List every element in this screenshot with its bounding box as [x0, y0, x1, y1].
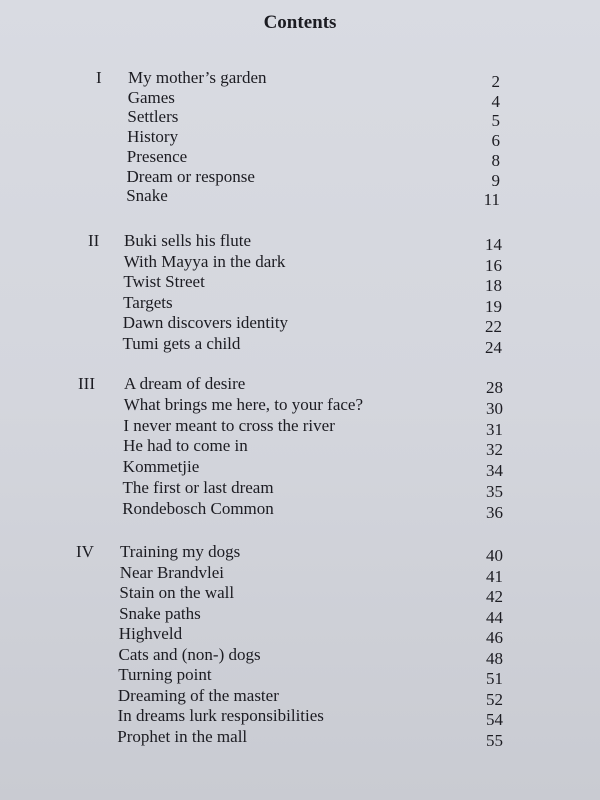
toc-entry-page: 44: [486, 607, 503, 627]
toc-entry-page: 52: [486, 689, 503, 709]
toc-entry-page: 54: [486, 710, 503, 729]
toc-entry-title: Turning point: [118, 665, 212, 684]
toc-entry-page: 30: [486, 398, 503, 418]
toc-entry-page: 28: [486, 378, 503, 397]
toc-entry-title: Cats and (non-) dogs: [118, 644, 261, 664]
toc-entry-page: 8: [491, 150, 500, 170]
toc-entry-page: 51: [486, 669, 503, 688]
toc-entry-page: 41: [486, 566, 503, 586]
toc-entry-page: 6: [491, 131, 500, 151]
page-title: Contents: [263, 12, 337, 33]
toc-entry-page: 35: [486, 482, 503, 501]
toc-entry-title: Near Brandvlei: [119, 562, 225, 582]
toc-entry-page: 55: [486, 730, 503, 750]
toc-entry-title: He had to come in: [123, 436, 248, 456]
toc-entry-title: What brings me here, to your face?: [123, 394, 363, 414]
toc-entry-title: Kommetjie: [122, 457, 200, 477]
toc-entry-page: 48: [486, 648, 503, 668]
toc-entry-title: Games: [127, 87, 175, 107]
toc-entry-title: Stain on the wall: [119, 583, 235, 602]
section-numeral: II: [88, 231, 100, 250]
toc-entry-page: 4: [491, 91, 500, 111]
toc-entry-title: Dawn discovers identity: [122, 313, 289, 333]
toc-entry-page: 11: [483, 190, 500, 210]
toc-entry-page: 2: [491, 72, 500, 91]
toc-entry-page: 31: [486, 419, 503, 439]
toc-entry-title: Snake: [126, 186, 168, 206]
toc-entry-title: Rondebosch Common: [122, 498, 274, 518]
toc-entry-title: Training my dogs: [120, 542, 241, 561]
toc-entry-page: 16: [485, 255, 502, 275]
toc-entry-title: In dreams lurk responsibilities: [117, 706, 324, 725]
toc-entry-title: Twist Street: [123, 272, 205, 292]
toc-entry-title: Buki sells his flute: [124, 231, 252, 250]
toc-entry-title: With Mayya in the dark: [123, 251, 286, 271]
toc-entry-title: Targets: [123, 292, 173, 312]
toc-entry-title: Dream or response: [126, 166, 255, 186]
toc-entry-title: Dreaming of the master: [117, 685, 279, 705]
toc-entry-page: 42: [486, 587, 503, 606]
toc-entry-title: History: [127, 127, 179, 147]
toc-entry-page: 24: [485, 338, 502, 357]
toc-entry-title: Tumi gets a child: [122, 334, 241, 353]
toc-entry-title: I never meant to cross the river: [123, 415, 335, 435]
toc-entry-page: 9: [491, 170, 500, 190]
toc-entry-title: My mother’s garden: [128, 68, 267, 87]
section-numeral: III: [78, 374, 95, 393]
toc-entry-page: 32: [486, 440, 503, 460]
toc-entry-page: 5: [491, 111, 500, 131]
toc-entry-page: 40: [486, 546, 503, 565]
toc-entry-page: 46: [486, 628, 503, 647]
toc-entry-title: Presence: [126, 146, 188, 166]
toc-entry-page: 14: [485, 235, 502, 254]
toc-entry-page: 19: [485, 296, 502, 316]
toc-entry-title: A dream of desire: [124, 374, 246, 393]
toc-entry-page: 18: [485, 276, 502, 296]
toc-entry-title: The first or last dream: [122, 478, 274, 497]
toc-entry-title: Highveld: [118, 624, 183, 643]
toc-entry-title: Snake paths: [119, 603, 201, 623]
toc-entry-title: Prophet in the mall: [117, 726, 248, 746]
toc-entry-page: 34: [486, 461, 503, 481]
toc-entry-page: 22: [485, 317, 502, 337]
toc-entry-title: Settlers: [127, 107, 179, 127]
section-numeral: IV: [76, 542, 94, 561]
section-numeral: I: [96, 68, 102, 87]
toc-entry-page: 36: [486, 502, 503, 522]
